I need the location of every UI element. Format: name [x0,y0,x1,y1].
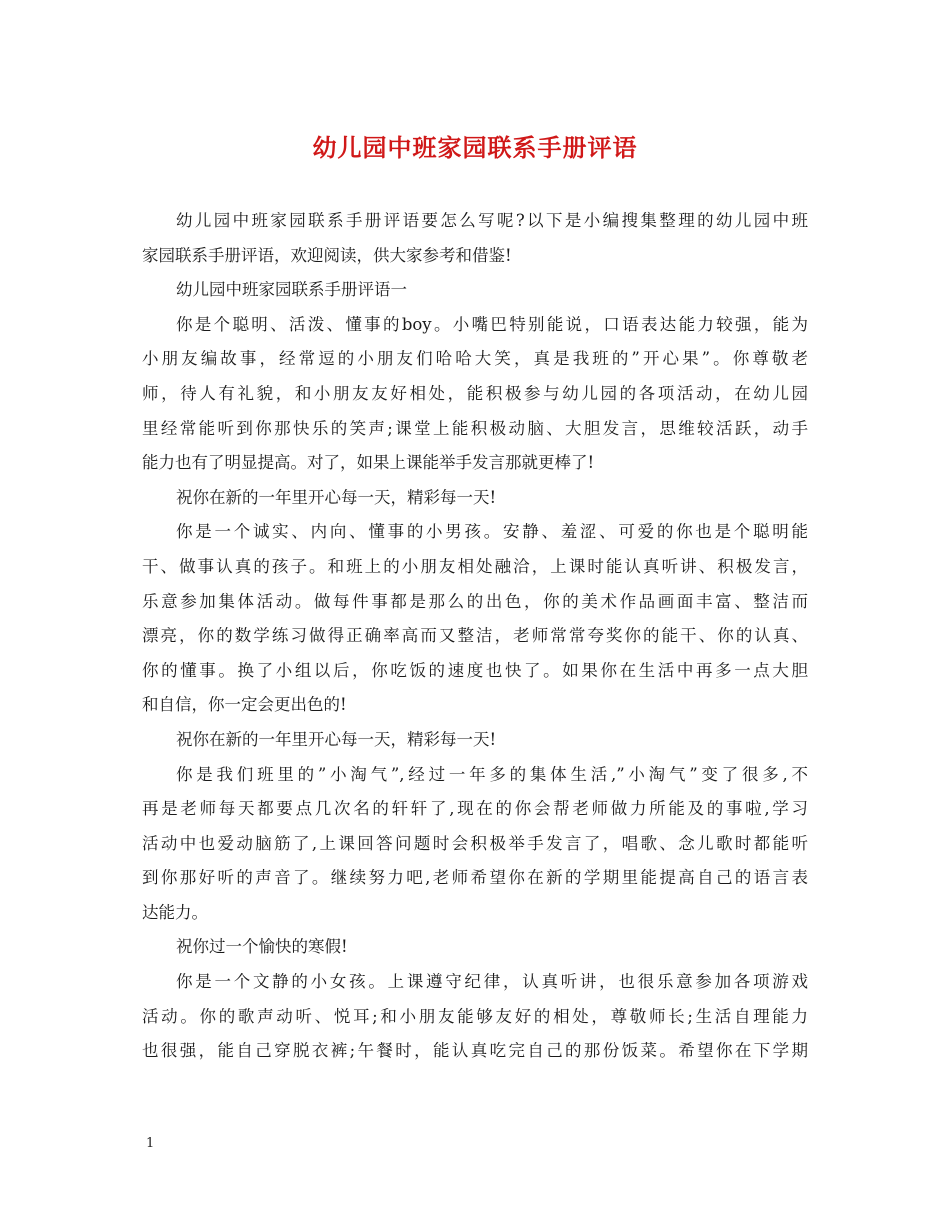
text-line: 小朋友编故事，经常逗的小朋友们哈哈大笑，真是我班的”开心果”。你尊敬老 [142,349,808,369]
text-line: 里经常能听到你那快乐的笑声;课堂上能积极动脑、大胆发言，思维较活跃，动手 [142,418,808,438]
text-line: 祝你过一个愉快的寒假! [176,937,348,957]
text-line: 师，待人有礼貌，和小朋友友好相处，能积极参与幼儿园的各项活动，在幼儿园 [142,383,808,403]
text-line: 你是一个诚实、内向、懂事的小男孩。安静、羞涩、可爱的你也是个聪明能 [176,522,808,542]
text-line: 到你那好听的声音了。继续努力吧,老师希望你在新的学期里能提高自己的语言表 [142,868,808,888]
page-number: 1 [146,1136,155,1151]
text-line: 能力也有了明显提高。对了，如果上课能举手发言那就更棒了! [142,453,595,473]
text-line: 幼儿园中班家园联系手册评语一 [176,280,407,300]
text-line: 你是一个文静的小女孩。上课遵守纪律，认真听讲，也很乐意参加各项游戏 [176,972,808,992]
text-line: 幼儿园中班家园联系手册评语要怎么写呢?以下是小编搜集整理的幼儿园中班 [176,211,808,230]
text-line: 祝你在新的一年里开心每一天，精彩每一天! [176,487,497,507]
text-line: 漂亮，你的数学练习做得正确率高而又整洁，老师常常夸奖你的能干、你的认真、 [142,626,808,646]
text-line: 也很强，能自己穿脱衣裤;午餐时，能认真吃完自己的那份饭菜。希望你在下学期 [142,1041,808,1061]
text-line: 活动中也爱动脑筋了,上课回答问题时会积极举手发言了，唱歌、念儿歌时都能听 [142,833,808,853]
text-line: 和自信，你一定会更出色的! [142,695,347,715]
text-line: 达能力。 [142,902,208,922]
text-line: 你是我们班里的”小淘气”,经过一年多的集体生活,”小淘气”变了很多,不 [176,764,808,784]
text-line: 干、做事认真的孩子。和班上的小朋友相处融洽，上课时能认真听讲、积极发言， [142,556,808,576]
text-line: 乐意参加集体活动。做每件事都是那么的出色，你的美术作品画面丰富、整洁而 [142,591,808,611]
document-body [142,204,808,1069]
text-line: 你的懂事。换了小组以后，你吃饭的速度也快了。如果你在生活中再多一点大胆 [142,660,808,680]
text-line: 祝你在新的一年里开心每一天，精彩每一天! [176,729,497,749]
text-line: 再是老师每天都要点几次名的轩轩了,现在的你会帮老师做力所能及的事啦,学习 [142,799,808,819]
text-line: 你是个聪明、活泼、懂事的boy。小嘴巴特别能说，口语表达能力较强，能为 [176,314,808,334]
text-line: 活动。你的歌声动听、悦耳;和小朋友能够友好的相处，尊敬师长;生活自理能力 [142,1006,808,1026]
document-title: 幼儿园中班家园联系手册评语 [312,133,638,162]
text-line: 家园联系手册评语，欢迎阅读，供大家参考和借鉴! [142,245,512,265]
